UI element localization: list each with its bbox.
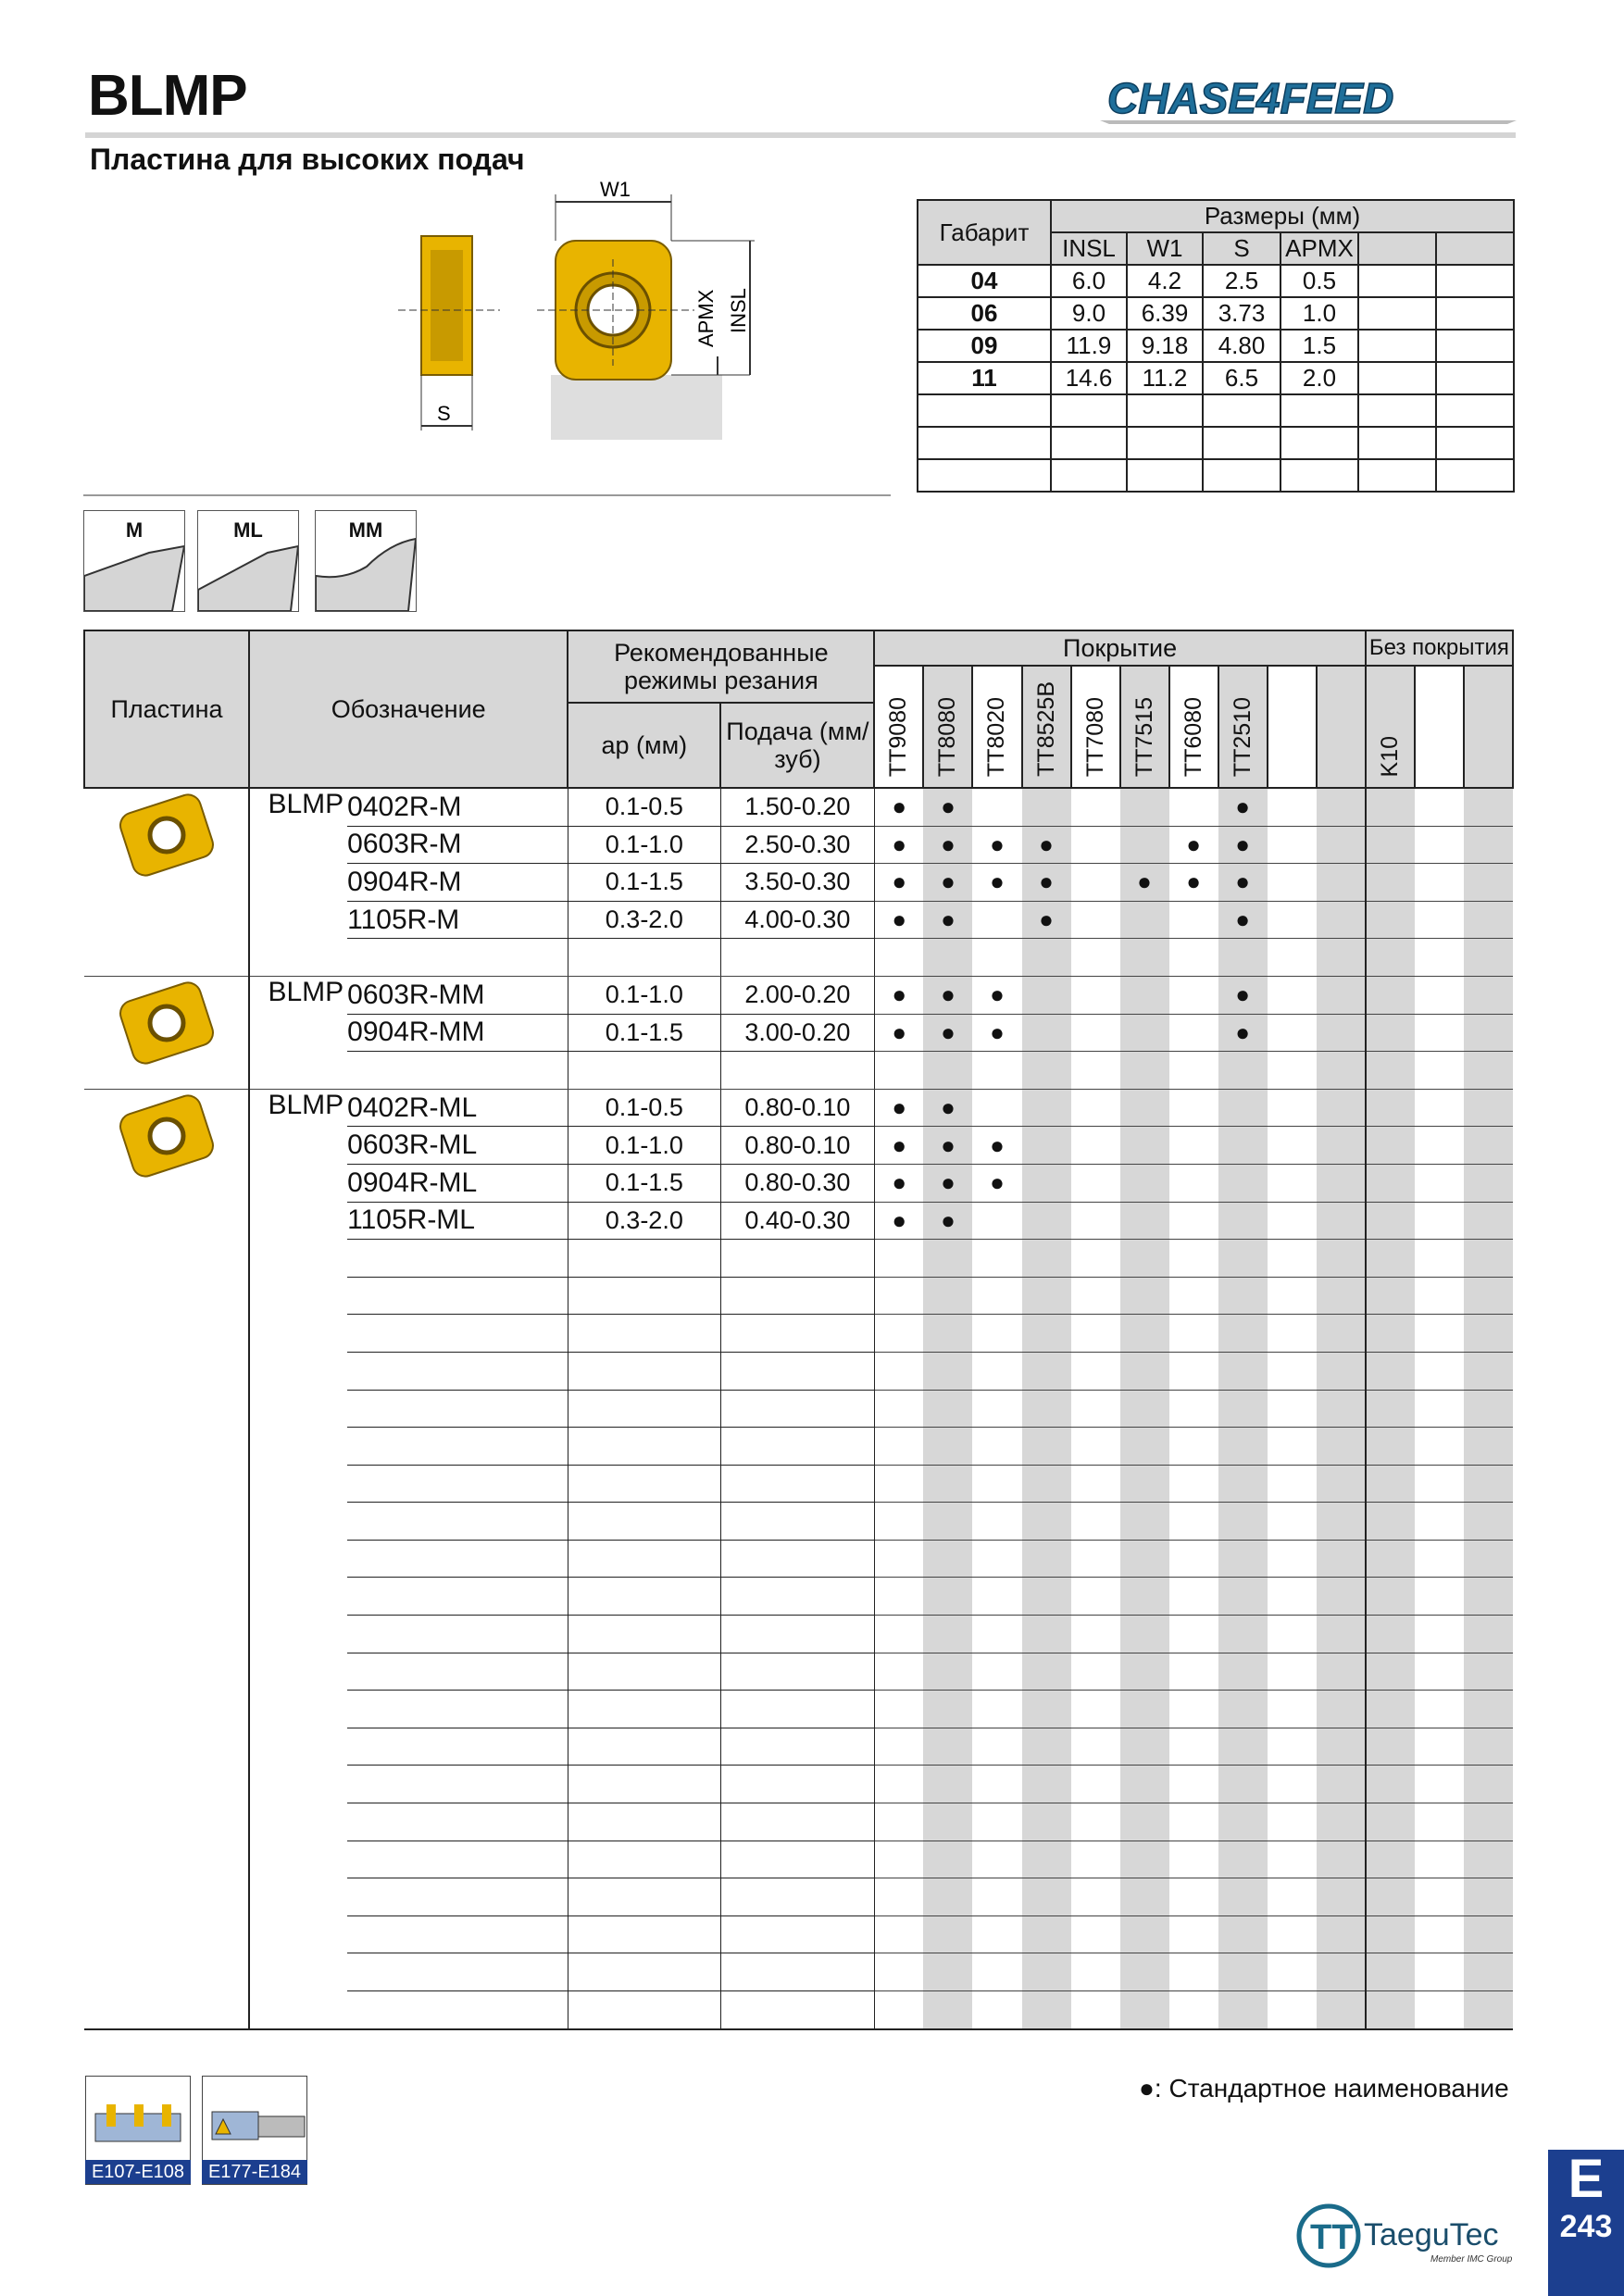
standard-mark: ● — [1235, 867, 1250, 896]
feed-value: 2.00-0.20 — [720, 976, 874, 1014]
main-table-wrap — [83, 630, 1514, 2030]
standard-mark: ● — [941, 1168, 956, 1197]
section-letter: E — [1568, 2149, 1605, 2209]
standard-mark: ● — [1039, 905, 1054, 934]
dimension-table: Габарит Размеры (мм) INSL W1 S APMX 04 6.0 4.2 2.5 0.5 06 9.0 6.39 3.73 1.0 09 11.9 9.18 4.80 1.5 11 14.6 11.2 6.5 2.0 — [917, 199, 1515, 493]
page-number: 243 — [1559, 2209, 1613, 2244]
grade-label: TT8525B — [1032, 681, 1059, 777]
insert-image — [111, 789, 222, 881]
feed-value: 0.80-0.10 — [720, 1089, 874, 1127]
insert-image — [111, 977, 222, 1069]
header-recommended: Рекомендованные режимы резания — [568, 630, 874, 703]
standard-mark: ● — [941, 1205, 956, 1234]
svg-text:TT: TT — [1310, 2218, 1354, 2257]
ap-value: 0.1-1.0 — [568, 1127, 720, 1165]
designation-code: 0402R-M — [347, 788, 568, 826]
header-coated: Покрытие — [874, 630, 1365, 666]
tool-ref-2-label[interactable]: E177-E184 — [202, 2160, 307, 2184]
designation-code: 0603R-M — [347, 826, 568, 864]
insert-photo-cell — [84, 976, 249, 1089]
insert-image — [111, 1090, 222, 1182]
grade-label: TT8080 — [934, 696, 961, 777]
standard-mark: ● — [892, 792, 907, 821]
grade-label: TT7080 — [1081, 696, 1108, 777]
grade-label: TT9080 — [885, 696, 912, 777]
svg-text:Member IMC Group: Member IMC Group — [1430, 2254, 1513, 2265]
header-ap: ap (мм) — [568, 703, 720, 788]
standard-mark: ● — [892, 1130, 907, 1159]
standard-mark: ● — [1137, 867, 1152, 896]
insert-photo-cell — [84, 1089, 249, 2028]
standard-mark: ● — [990, 1017, 1005, 1046]
standard-mark: ● — [941, 1017, 956, 1046]
grade-label: TT2510 — [1229, 696, 1255, 777]
designation-code: 1105R-ML — [347, 1202, 568, 1240]
standard-mark: ● — [892, 867, 907, 896]
insert-photo-cell — [84, 788, 249, 976]
standard-mark: ● — [1235, 830, 1250, 858]
designation-code: 0603R-ML — [347, 1127, 568, 1165]
standard-mark: ● — [892, 1093, 907, 1122]
standard-mark: ● — [892, 1168, 907, 1197]
table-row — [84, 788, 1513, 826]
grade-label: K10 — [1376, 735, 1403, 777]
svg-text:CHASE4FEED: CHASE4FEED — [1107, 74, 1394, 122]
page-subtitle: Пластина для высоких подач — [90, 143, 525, 176]
legend-standard: ●: Стандартное наименование — [1139, 2074, 1509, 2103]
standard-mark: ● — [990, 1168, 1005, 1197]
ap-value: 0.1-1.5 — [568, 864, 720, 902]
standard-mark: ● — [892, 1017, 907, 1046]
designation-prefix: BLMP — [249, 1089, 347, 2028]
tool-ref-1-label[interactable]: E107-E108 — [85, 2160, 191, 2184]
feed-value: 3.50-0.30 — [720, 864, 874, 902]
feed-value: 0.40-0.30 — [720, 1202, 874, 1240]
feed-value: 3.00-0.20 — [720, 1014, 874, 1052]
ap-value: 0.1-1.5 — [568, 1164, 720, 1202]
standard-mark: ● — [892, 1205, 907, 1234]
standard-mark: ● — [941, 980, 956, 1009]
page-title: BLMP — [88, 64, 247, 128]
feed-value: 2.50-0.30 — [720, 826, 874, 864]
dim-header-size: Габарит — [918, 200, 1051, 265]
feed-value: 0.80-0.30 — [720, 1164, 874, 1202]
ap-value: 0.1-1.5 — [568, 1014, 720, 1052]
feed-value: 1.50-0.20 — [720, 788, 874, 826]
standard-mark: ● — [1235, 1017, 1250, 1046]
standard-mark: ● — [1186, 830, 1201, 858]
ap-value: 0.1-0.5 — [568, 788, 720, 826]
table-row — [84, 976, 1513, 1014]
dim-header-group: Размеры (мм) — [1051, 200, 1514, 232]
header-feed: Подача (мм/зуб) — [720, 703, 874, 788]
standard-mark: ● — [941, 830, 956, 858]
designation-code: 0904R-M — [347, 864, 568, 902]
ap-value: 0.1-1.0 — [568, 826, 720, 864]
designation-code: 0402R-ML — [347, 1089, 568, 1127]
section-tab — [1548, 2150, 1624, 2296]
dim-row: 06 9.0 6.39 3.73 1.0 — [918, 297, 1514, 330]
grade-label: TT8020 — [983, 696, 1010, 777]
svg-text:S: S — [437, 402, 451, 425]
profile-mm: MM — [315, 510, 417, 612]
ap-value: 0.1-1.0 — [568, 976, 720, 1014]
header-rule — [85, 132, 1516, 138]
standard-mark: ● — [990, 980, 1005, 1009]
designation-code: 0904R-MM — [347, 1014, 568, 1052]
designation-code: 0603R-MM — [347, 976, 568, 1014]
svg-text:APMX: APMX — [694, 289, 718, 347]
ap-value: 0.3-2.0 — [568, 901, 720, 939]
standard-mark: ● — [892, 980, 907, 1009]
standard-mark: ● — [1235, 792, 1250, 821]
profile-m: M — [83, 510, 185, 612]
feed-value: 4.00-0.30 — [720, 901, 874, 939]
standard-mark: ● — [1039, 867, 1054, 896]
standard-mark: ● — [892, 905, 907, 934]
table-row — [84, 1089, 1513, 1127]
standard-mark: ● — [990, 1130, 1005, 1159]
divider — [83, 494, 891, 496]
standard-mark: ● — [941, 1130, 956, 1159]
ap-value: 0.1-0.5 — [568, 1089, 720, 1127]
profile-ml: ML — [197, 510, 299, 612]
standard-mark: ● — [1039, 830, 1054, 858]
svg-text:W1: W1 — [600, 178, 631, 201]
header-designation: Обозначение — [249, 630, 568, 788]
dim-row: 09 11.9 9.18 4.80 1.5 — [918, 330, 1514, 362]
standard-mark: ● — [990, 830, 1005, 858]
taegutec-logo — [1292, 2199, 1523, 2273]
dim-row: 04 6.0 4.2 2.5 0.5 — [918, 265, 1514, 297]
svg-text:TaeguTec: TaeguTec — [1364, 2217, 1499, 2252]
header-uncoated: Без покрытия — [1366, 630, 1513, 666]
chase4feed-logo — [1100, 67, 1517, 128]
designation-prefix: BLMP — [249, 788, 347, 976]
standard-mark: ● — [1235, 905, 1250, 934]
standard-mark: ● — [1186, 867, 1201, 896]
standard-mark: ● — [892, 830, 907, 858]
grade-label: TT7515 — [1131, 696, 1157, 777]
insert-grade-table — [83, 630, 1514, 2030]
designation-code: 0904R-ML — [347, 1164, 568, 1202]
designation-code: 1105R-M — [347, 901, 568, 939]
header-insert: Пластина — [84, 630, 249, 788]
standard-mark: ● — [990, 867, 1005, 896]
ap-value: 0.3-2.0 — [568, 1202, 720, 1240]
standard-mark: ● — [941, 867, 956, 896]
grade-label: TT6080 — [1180, 696, 1206, 777]
standard-mark: ● — [941, 1093, 956, 1122]
feed-value: 0.80-0.10 — [720, 1127, 874, 1165]
designation-prefix: BLMP — [249, 976, 347, 1089]
dim-row: 11 14.6 11.2 6.5 2.0 — [918, 362, 1514, 394]
standard-mark: ● — [941, 792, 956, 821]
svg-text:INSL: INSL — [727, 288, 750, 333]
insert-diagram — [398, 176, 768, 454]
standard-mark: ● — [941, 905, 956, 934]
standard-mark: ● — [1235, 980, 1250, 1009]
